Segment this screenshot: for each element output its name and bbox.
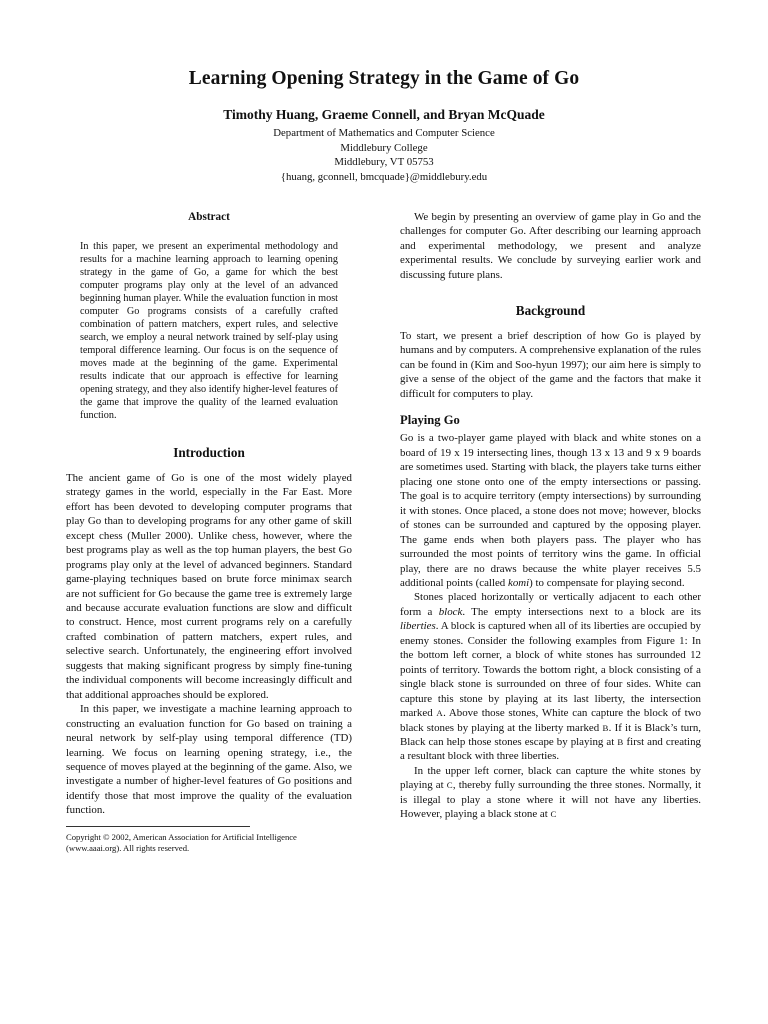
paper-authors: Timothy Huang, Graeme Connell, and Bryan McQuade [223, 107, 545, 122]
introduction-paragraph-1: The ancient game of Go is one of the most widely played strategy games in the world, especially in the Far East. More effort has been devoted to developing computer programs that play Go than to developing programs for any other game of skill except chess (Muller 2000). Unlike chess, however, where the best programs play as well as the top human players, the best Go programs play only at the level of advanced beginners. Standard game-playing techniques based on brute force minimax search are not sufficient for Go because the game tree is extremely large and because accurate evaluation functions are slow and difficult to construct. Hence, most current programs rely on a carefully crafted combination of pattern matchers, expert rules, and selective search. Unfortunately, the engineering effort involved suggests that making significant progress by simply fine-tuning the individual components will become increasingly difficult and that additional approaches should be explored. [66, 471, 352, 701]
introduction-heading: Introduction [173, 445, 245, 461]
affiliation-college: Middlebury College [340, 141, 428, 154]
board-mark-c: C [446, 780, 453, 791]
copyright-footnote: Copyright © 2002, American Association for Artificial Intelligence (www.aaai.org). All rights reserved. [66, 831, 297, 853]
board-mark-b: B [602, 722, 609, 733]
playing-go-paragraph-1: Go is a two-player game played with black and white stones on a board of 19 x 19 intersecting lines, though 13 x 13 and 9 x 9 boards are sometimes used. Starting with black, the players take turns either placing one stone onto one of the empty intersections or passing. The goal is to acquire territory (empty intersections) by surrounding it with stones. Once placed, a stone does not move; however, blocks of stones can be surrounded and captured by the opposing player. The game ends when both players pass. The player who has surrounded the most points of territory wins the game. In official play, there are no draws because the white player receives 5.5 additional points (called komi) to compensate for playing second. [400, 432, 701, 589]
affiliation-address: Middlebury, VT 05753 [334, 156, 434, 168]
right-column [400, 210, 701, 822]
paper-title: Learning Opening Strategy in the Game of Go [188, 68, 580, 89]
term-komi: komi [507, 576, 530, 589]
board-mark-a: A [436, 708, 444, 719]
abstract-text: In this paper, we present an experimental methodology and results for a machine learning approach to learning opening strategy in the game of Go, a game for which the best computer programs play only at the level of an advanced beginning human player. While the evaluation function in most computer Go programs consists of a carefully crafted combination of pattern matchers, expert rules, and selective search, we employ a neural network trained by self-play using temporal difference learning. Our focus is on the sequence of moves made at the beginning of the game. Experimental results indicate that our approach is effective for learning opening strategy, and they also identify higher-level features of the game that improve the quality of the learned evaluation function. [80, 241, 338, 422]
intro-continued-paragraph: We begin by presenting an overview of game play in Go and the challenges for computer Go. After describing our learning approach and experimental methodology, we present and analyze experimental results. We conclude by surveying earlier work and discussing future plans. [400, 211, 701, 281]
introduction-paragraph-2: In this paper, we investigate a machine learning approach to constructing an evaluation function for Go based on training a neural network by self-play using temporal difference (TD) learning. We focus on learning opening strategy, i.e., the sequence of moves played at the beginning of the game. Also, we investigate a number of higher-level features of Go positions and identify those that most improve the quality of the evaluation function. [66, 703, 352, 817]
term-liberties: liberties [400, 620, 436, 633]
affiliation-department: Department of Mathematics and Computer Science [273, 127, 495, 139]
footnote-divider [66, 826, 250, 827]
author-affiliation [0, 126, 768, 184]
board-mark-b-repeat: B [617, 736, 624, 747]
background-heading: Background [515, 303, 586, 319]
affiliation-emails: {huang, gconnell, bmcquade}@middlebury.edu [280, 170, 488, 183]
board-mark-c-repeat: C [550, 809, 557, 820]
abstract-heading: Abstract [188, 211, 230, 223]
playing-go-paragraph-2: Stones placed horizontally or vertically adjacent to each other form a block. The empty intersections next to a block are its liberties. A block is captured when all of its liberties are occupied by enemy stones. Consider the following examples from Figure 1: In the bottom left corner, a block of white stones has surrounded 12 points of territory. Towards the bottom right, a block consisting of a single black stone is surrounded on three of four sides. White can capture this stone by playing at its last liberty, the intersection marked A. Above those stones, White can capture the block of two black stones by playing at the liberty marked B. If it is Black’s turn, Black can help those stones escape by playing at B first and creating a resultant block with three liberties. [400, 591, 701, 763]
background-paragraph: To start, we present a brief description of how Go is played by humans and by computers. A comprehensive explanation of the rules can be found in (Kim and Soo-hyun 1997); our aim here is simply to give a sense of the object of the game and the factors that make it difficult for computers to play. [400, 329, 701, 400]
left-column [66, 210, 352, 854]
playing-go-paragraph-3: In the upper left corner, black can capture the white stones by playing at C, thereby fully surrounding the three stones. Normally, it is illegal to play a stone where it will not have any liberties. However, playing a black stone at C [400, 764, 701, 821]
playing-go-heading: Playing Go [400, 412, 460, 427]
term-block: block [438, 605, 463, 618]
